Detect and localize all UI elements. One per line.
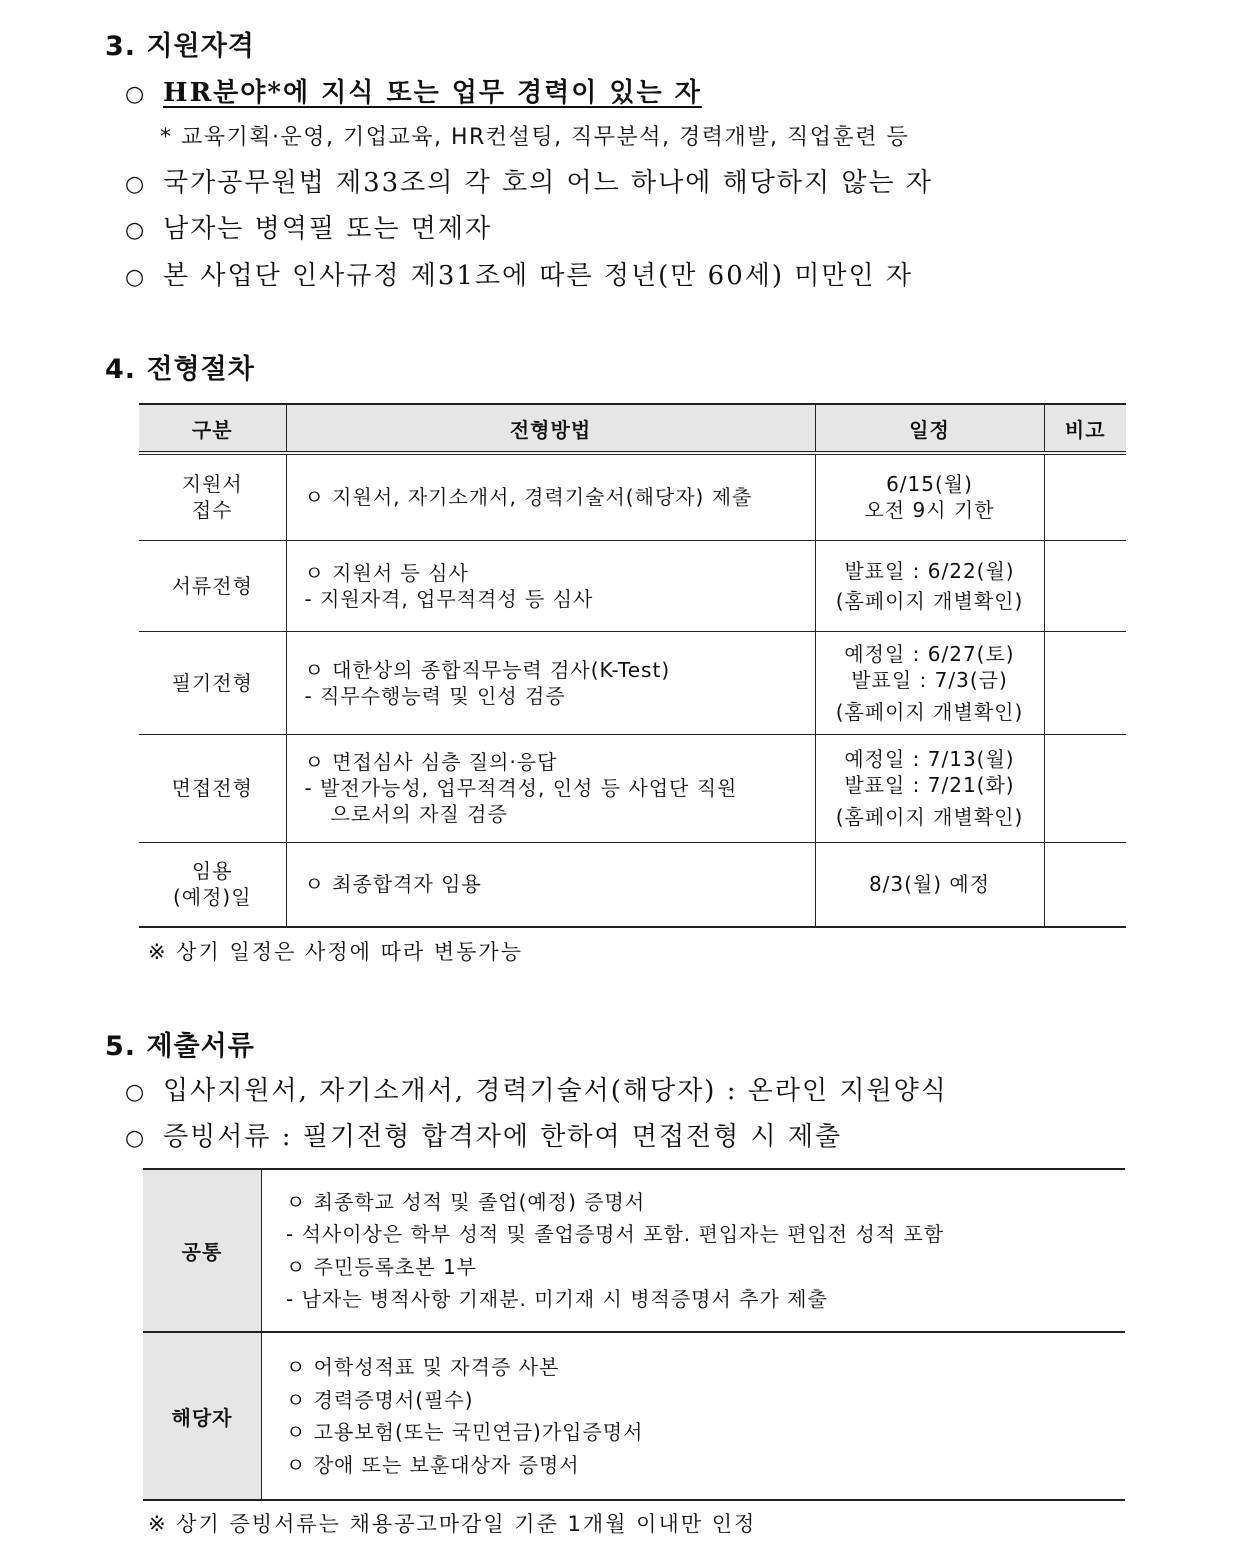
method-cell xyxy=(286,540,815,631)
qualification-footnote: * 교육기획·운영, 기업교육, HR컨설팅, 직무분석, 경력개발, 직업훈련 등 xyxy=(160,125,910,150)
table-row xyxy=(139,631,1126,734)
stage-text: 면접전형 xyxy=(171,776,253,800)
schedule-text: 예정일 : 6/27(토) xyxy=(844,641,1015,666)
schedule-footnote: ※ 상기 일정은 사정에 따라 변동가능 xyxy=(148,940,523,964)
method-cell xyxy=(286,842,815,927)
method-text: ㅇ 지원서 등 심사 xyxy=(304,560,469,585)
qualification-item-3 xyxy=(125,208,492,245)
documents-text-1: 입사지원서, 자기소개서, 경력기술서(해당자) : 온라인 지원양식 xyxy=(163,1076,948,1106)
schedule-text: 예정일 : 7/13(월) xyxy=(844,747,1015,771)
stage-text: 서류전형 xyxy=(171,573,253,598)
method-text: ㅇ 면접심사 심층 질의·응답 xyxy=(304,750,558,774)
bullet-circle-icon: ○ xyxy=(125,82,147,107)
note-cell xyxy=(1044,631,1126,734)
qualification-item-1 xyxy=(125,72,702,109)
stage-text: 지원서 xyxy=(181,472,243,497)
stage-text: 접수 xyxy=(191,498,233,523)
schedule-text: 오전 9시 기한 xyxy=(864,498,995,523)
method-text: ㅇ 최종합격자 임용 xyxy=(304,872,482,897)
bullet-circle-icon: ○ xyxy=(125,1126,147,1151)
schedule-cell xyxy=(815,540,1044,631)
schedule-text: 8/3(월) 예정 xyxy=(868,872,991,897)
list-item: ㅇ 고용보험(또는 국민연금)가입증명서 xyxy=(286,1420,644,1444)
header-note: 비고 xyxy=(1044,404,1126,453)
qualification-text-3: 남자는 병역필 또는 면제자 xyxy=(163,214,493,244)
section3-title: 3. 지원자격 xyxy=(105,31,255,62)
documents-item-2 xyxy=(125,1116,842,1153)
documents-footnote: ※ 상기 증빙서류는 채용공고마감일 기준 1개월 이내만 인정 xyxy=(148,1512,757,1536)
note-cell xyxy=(1044,453,1126,540)
list-item: ㅇ 장애 또는 보훈대상자 증명서 xyxy=(286,1452,580,1477)
header-schedule: 일정 xyxy=(815,404,1044,453)
table-row xyxy=(139,453,1126,540)
schedule-cell xyxy=(815,734,1044,842)
schedule-cell xyxy=(815,453,1044,540)
method-cell xyxy=(286,453,815,540)
stage-cell xyxy=(139,631,286,734)
list-item: ㅇ 주민등록초본 1부 xyxy=(286,1254,477,1279)
table-row xyxy=(139,540,1126,631)
list-item: - 남자는 병적사항 기재분. 미기재 시 병적증명서 추가 제출 xyxy=(286,1287,828,1311)
schedule-text: 발표일 : 7/3(금) xyxy=(851,667,1008,692)
schedule-text: 발표일 : 7/21(화) xyxy=(844,773,1015,797)
schedule-text: (홈페이지 개별확인) xyxy=(835,805,1024,829)
schedule-cell xyxy=(815,631,1044,734)
header-stage: 구분 xyxy=(139,404,286,453)
table-row xyxy=(143,1332,1125,1500)
table-row xyxy=(139,734,1126,842)
method-cell xyxy=(286,734,815,842)
note-cell xyxy=(1044,842,1126,927)
common-items-cell xyxy=(262,1169,1126,1332)
method-text: 으로서의 자질 검증 xyxy=(330,802,508,826)
stage-text: 임용 xyxy=(191,859,233,884)
list-item: ㅇ 어학성적표 및 자격증 사본 xyxy=(286,1355,560,1379)
bullet-circle-icon: ○ xyxy=(125,172,147,197)
applicable-label: 해당자 xyxy=(143,1332,262,1500)
supporting-documents-table xyxy=(143,1168,1125,1501)
method-text: - 지원자격, 업무적격성 등 심사 xyxy=(304,586,594,611)
method-cell xyxy=(286,631,815,734)
qualification-item-4 xyxy=(125,255,913,292)
qualification-text-1: HR분야*에 지식 또는 업무 경력이 있는 자 xyxy=(163,78,702,108)
common-label: 공통 xyxy=(143,1169,262,1332)
stage-cell xyxy=(139,842,286,927)
method-text: ㅇ 지원서, 자기소개서, 경력기술서(해당자) 제출 xyxy=(304,485,753,510)
bullet-circle-icon: ○ xyxy=(125,265,147,290)
qualification-text-4: 본 사업단 인사규정 제31조에 따른 정년(만 60세) 미만인 자 xyxy=(163,261,914,291)
method-text: ㅇ 대한상의 종합직무능력 검사(K-Test) xyxy=(304,657,671,682)
documents-item-1 xyxy=(125,1070,948,1107)
qualification-item-2 xyxy=(125,162,933,199)
schedule-text: 6/15(월) xyxy=(886,472,973,497)
list-item: ㅇ 경력증명서(필수) xyxy=(286,1387,474,1412)
qualification-text-2: 국가공무원법 제33조의 각 호의 어느 하나에 해당하지 않는 자 xyxy=(163,168,933,198)
method-text: - 직무수행능력 및 인성 검증 xyxy=(304,683,566,708)
list-item: ㅇ 최종학교 성적 및 졸업(예정) 증명서 xyxy=(286,1189,646,1214)
stage-text: (예정)일 xyxy=(172,885,252,910)
stage-cell xyxy=(139,453,286,540)
bullet-circle-icon: ○ xyxy=(125,218,147,243)
bullet-circle-icon: ○ xyxy=(125,1080,147,1105)
schedule-text: (홈페이지 개별확인) xyxy=(835,588,1024,613)
list-item: - 석사이상은 학부 성적 및 졸업증명서 포함. 편입자는 편입전 성적 포함 xyxy=(286,1222,945,1246)
method-text: - 발전가능성, 업무적격성, 인성 등 사업단 직원 xyxy=(304,776,738,800)
note-cell xyxy=(1044,540,1126,631)
header-method: 전형방법 xyxy=(286,404,815,453)
selection-procedure-table xyxy=(139,403,1126,928)
schedule-cell xyxy=(815,842,1044,927)
documents-text-2: 증빙서류 : 필기전형 합격자에 한하여 면접전형 시 제출 xyxy=(163,1122,843,1152)
schedule-text: 발표일 : 6/22(월) xyxy=(844,558,1015,583)
schedule-text: (홈페이지 개별확인) xyxy=(835,699,1024,724)
section4-title: 4. 전형절차 xyxy=(105,354,255,385)
applicable-items-cell xyxy=(262,1332,1126,1500)
table-row xyxy=(143,1169,1125,1332)
stage-cell xyxy=(139,734,286,842)
note-cell xyxy=(1044,734,1126,842)
table-row xyxy=(139,842,1126,927)
stage-text: 필기전형 xyxy=(171,670,253,695)
stage-cell xyxy=(139,540,286,631)
section5-title: 5. 제출서류 xyxy=(105,1031,255,1062)
table-header-row xyxy=(139,404,1126,453)
